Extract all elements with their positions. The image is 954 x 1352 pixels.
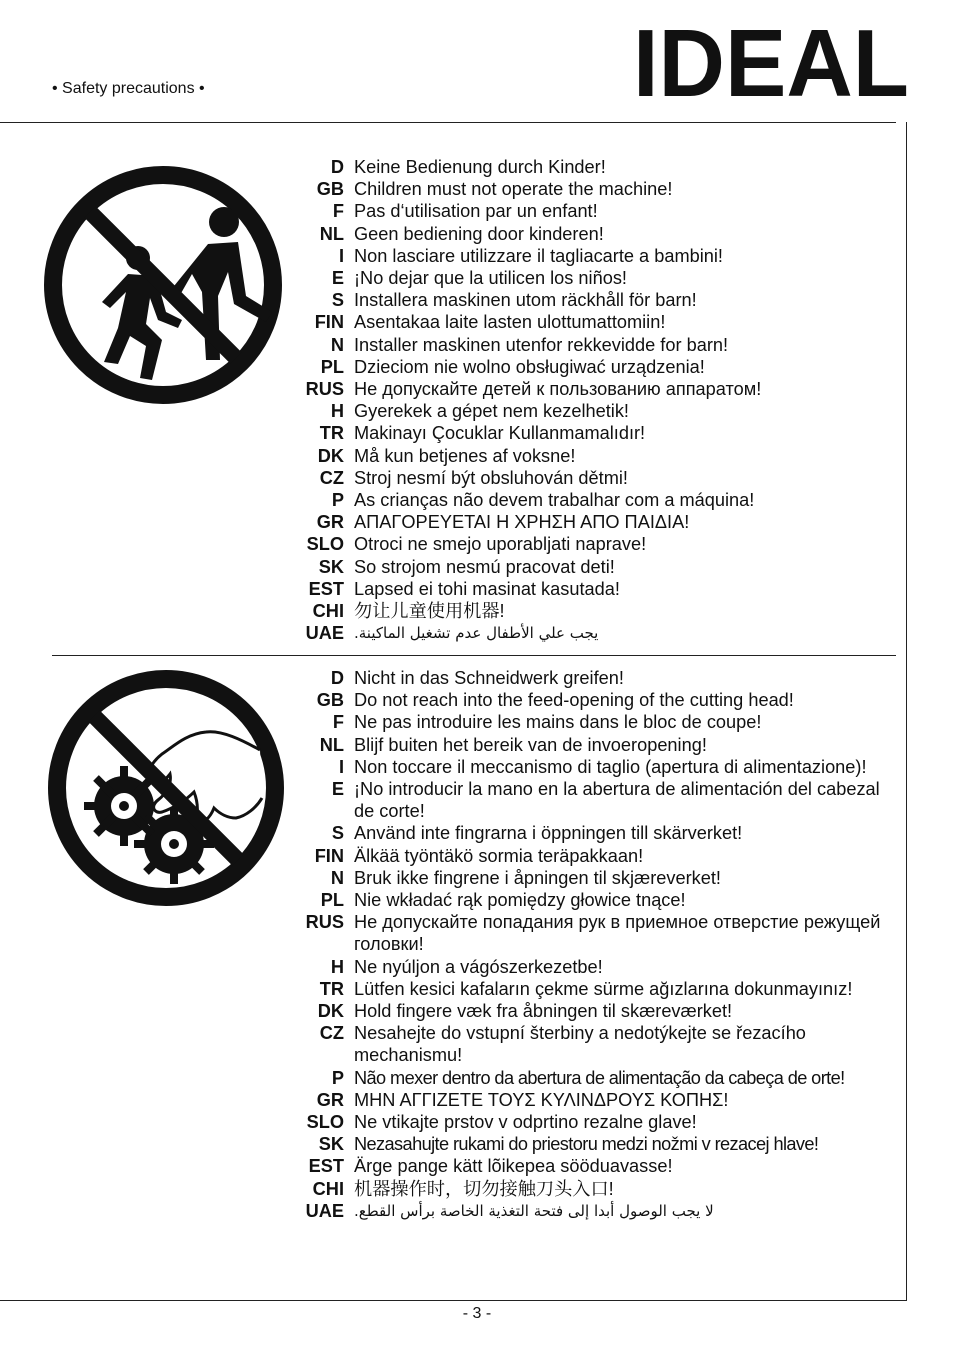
ideal-logo: [633, 24, 909, 98]
language-code: PL: [320, 890, 344, 911]
list-item: [300, 600, 900, 622]
language-code: UAE: [305, 1200, 344, 1221]
list-item: [300, 356, 900, 378]
list-item: [300, 911, 900, 955]
warning-text: Non lasciare utilizzare il tagliacarte a bambini!: [354, 245, 723, 266]
warning-text: Makinayı Çocuklar Kullanmamalıdır!: [354, 423, 646, 444]
language-code: GR: [316, 512, 344, 533]
section-title: • Safety precautions •: [52, 80, 205, 97]
list-item: [300, 311, 900, 333]
warning-text: Не допускайте попадания рук в приемное отверстие режущей головки!: [354, 912, 881, 955]
language-code: CZ: [319, 1023, 344, 1044]
list-item: [300, 578, 900, 600]
list-item: [300, 889, 900, 911]
language-code: SK: [318, 1134, 344, 1155]
language-code: RUS: [305, 912, 344, 933]
warning-text: ΑΠΑΓΟΡΕΥΕΤΑΙ Η ΧΡΗΣΗ ΑΠΟ ΠΑΙΔΙΑ!: [354, 512, 690, 533]
list-item: [300, 1111, 900, 1133]
language-code: D: [330, 157, 344, 177]
list-item: [300, 511, 900, 533]
list-item: [300, 778, 900, 822]
warning-text: Ärge pange kätt lõikepea sööduavasse!: [354, 1156, 673, 1177]
list-item: [300, 1022, 900, 1066]
warning-text: Asentakaa laite lasten ulottumattomiin!: [354, 312, 666, 333]
list-item: [300, 400, 900, 422]
language-code: S: [331, 290, 344, 311]
warning-text: Ne pas introduire les mains dans le bloc de coupe!: [354, 712, 762, 733]
language-code: F: [332, 201, 344, 222]
language-code: RUS: [305, 379, 344, 400]
language-code: H: [330, 401, 344, 422]
list-item: [300, 489, 900, 511]
list-item: [300, 978, 900, 1000]
warning-text: Dzieciom nie wolno obsługiwać urządzenia!: [354, 356, 705, 377]
list-item: [300, 533, 900, 555]
language-code: P: [331, 490, 344, 511]
list-item: [300, 1089, 900, 1111]
warning-text: 勿让儿童使用机器!: [354, 601, 505, 622]
warning-text: Blijf buiten het bereik van de invoeropening!: [354, 734, 707, 755]
list-item: [300, 622, 900, 644]
list-item: [300, 1067, 900, 1089]
list-item: [300, 867, 900, 889]
warning-text: Ne nyúljon a vágószerkezetbe!: [354, 956, 603, 977]
language-code: CZ: [319, 467, 344, 488]
warning-text: Geen bediening door kinderen!: [354, 223, 604, 244]
warning-text: يجب علي الأطفال عدم تشغيل الماكينة.: [354, 624, 599, 643]
warning-text: Pas d‘utilisation par un enfant!: [354, 201, 598, 222]
list-item: [300, 1178, 900, 1200]
list-item: [300, 223, 900, 245]
warning-text: Children must not operate the machine!: [354, 179, 673, 200]
list-item: [300, 822, 900, 844]
warning-text: Installera maskinen utom räckhåll för barn!: [354, 290, 697, 311]
language-code: I: [338, 756, 344, 777]
warning-text: Lapsed ei tohi masinat kasutada!: [354, 578, 620, 599]
warning-text: Gyerekek a gépet nem kezelhetik!: [354, 401, 629, 422]
warning-text: ¡No introducir la mano en la abertura de alimentación del cabezal de corte!: [354, 779, 880, 822]
footer-divider: [0, 1300, 907, 1301]
list-item: [300, 245, 900, 267]
warning-text: لا يجب الوصول أبدا إلى فتحة التغذية الخاصة برأس القطع.: [354, 1201, 714, 1220]
language-code: N: [330, 867, 344, 888]
logo-text: IDEAL: [633, 24, 909, 98]
warning-text: Nicht in das Schneidwerk greifen!: [354, 668, 624, 688]
warning-text: Keine Bedienung durch Kinder!: [354, 157, 606, 177]
list-item: [300, 956, 900, 978]
section-divider: [52, 655, 896, 656]
language-code: GB: [316, 179, 344, 200]
header-divider: [0, 122, 896, 123]
language-code: H: [330, 956, 344, 977]
warning-text: As crianças não devem trabalhar com a máquina!: [354, 490, 755, 511]
language-code: TR: [319, 978, 344, 999]
warning-text: Använd inte fingrarna i öppningen till skärverket!: [354, 823, 743, 844]
list-item: [300, 845, 900, 867]
warning-text: ΜΗΝ ΑΓΓΙΖΕΤΕ ΤΟΥΣ ΚΥΛΙΝΔΡΟΥΣ ΚΟΠΗΣ!: [354, 1089, 729, 1110]
language-code: GB: [316, 690, 344, 711]
language-code: SLO: [306, 534, 344, 555]
warning-text: So strojom nesmú pracovat deti!: [354, 556, 615, 577]
language-code: E: [331, 268, 344, 289]
language-code: PL: [320, 356, 344, 377]
warning-text: Må kun betjenes af voksne!: [354, 445, 576, 466]
list-item: [300, 734, 900, 756]
warning-text: Stroj nesmí být obsluhován dětmi!: [354, 467, 628, 488]
list-item: [300, 467, 900, 489]
language-code: SLO: [306, 1112, 344, 1133]
list-item: [300, 289, 900, 311]
warning-text: Lütfen kesici kafaların çekme sürme ağızlarına dokunmayınız!: [354, 978, 853, 999]
list-item: [300, 556, 900, 578]
warning-text: Bruk ikke fingrene i åpningen til skjæreverket!: [354, 867, 721, 888]
language-code: UAE: [305, 623, 344, 644]
warning-text: Hold fingere væk fra åbningen til skæreværket!: [354, 1001, 733, 1022]
language-code: E: [331, 779, 344, 800]
list-item: [300, 1155, 900, 1177]
language-code: GR: [316, 1089, 344, 1110]
warning-text: Installer maskinen utenfor rekkevidde for barn!: [354, 334, 729, 355]
language-code: DK: [317, 1001, 344, 1022]
no-children-icon: [42, 164, 284, 406]
warning-text: Otroci ne smejo uporabljati naprave!: [354, 534, 647, 555]
list-item: [300, 422, 900, 444]
language-code: S: [331, 823, 344, 844]
language-code: CHI: [312, 1178, 344, 1199]
language-code: EST: [308, 1156, 344, 1177]
list-item: [300, 1000, 900, 1022]
language-code: F: [332, 712, 344, 733]
warning-text: Не допускайте детей к пользованию аппаратом!: [354, 379, 762, 400]
warning-text: Nesahejte do vstupní šterbiny a nedotýkejte se řezacího mechanismu!: [354, 1023, 806, 1066]
language-code: D: [330, 668, 344, 688]
language-code: I: [338, 245, 344, 266]
language-code: FIN: [314, 845, 344, 866]
warning-text: Non toccare il meccanismo di taglio (apertura di alimentazione)!: [354, 756, 867, 777]
cutter-warning-list: [300, 667, 900, 1222]
list-item: [300, 689, 900, 711]
list-item: [300, 711, 900, 733]
list-item: [300, 378, 900, 400]
language-code: N: [330, 334, 344, 355]
language-code: NL: [319, 223, 344, 244]
list-item: [300, 667, 900, 689]
no-hands-in-cutter-icon: [46, 668, 286, 908]
right-border: [906, 122, 907, 1300]
language-code: SK: [318, 556, 344, 577]
warning-text: Nie wkładać rąk pomiędzy głowice tnące!: [354, 890, 686, 911]
language-code: NL: [319, 734, 344, 755]
language-code: TR: [319, 423, 344, 444]
list-item: [300, 445, 900, 467]
warning-text: Älkää työntäkö sormia teräpakkaan!: [354, 845, 644, 866]
language-code: P: [331, 1067, 344, 1088]
list-item: [300, 334, 900, 356]
warning-text: Do not reach into the feed-opening of the cutting head!: [354, 690, 794, 711]
list-item: [300, 1133, 900, 1155]
language-code: DK: [317, 445, 344, 466]
warning-text: 机器操作时，切勿接触刀头入口!: [354, 1178, 614, 1199]
language-code: FIN: [314, 312, 344, 333]
list-item: [300, 156, 900, 178]
children-warning-list: [300, 156, 900, 644]
list-item: [300, 200, 900, 222]
list-item: [300, 267, 900, 289]
list-item: [300, 756, 900, 778]
language-code: CHI: [312, 601, 344, 622]
list-item: [300, 1200, 900, 1222]
warning-text: Não mexer dentro da abertura de alimentação da cabeça de orte!: [354, 1067, 845, 1088]
warning-text: Nezasahujte rukami do priestoru medzi nožmi v rezacej hlave!: [354, 1134, 819, 1155]
list-item: [300, 178, 900, 200]
warning-text: Ne vtikajte prstov v odprtino rezalne glave!: [354, 1112, 697, 1133]
page-number: - 3 -: [462, 1305, 492, 1322]
warning-text: ¡No dejar que la utilicen los niños!: [354, 268, 627, 289]
language-code: EST: [308, 578, 344, 599]
